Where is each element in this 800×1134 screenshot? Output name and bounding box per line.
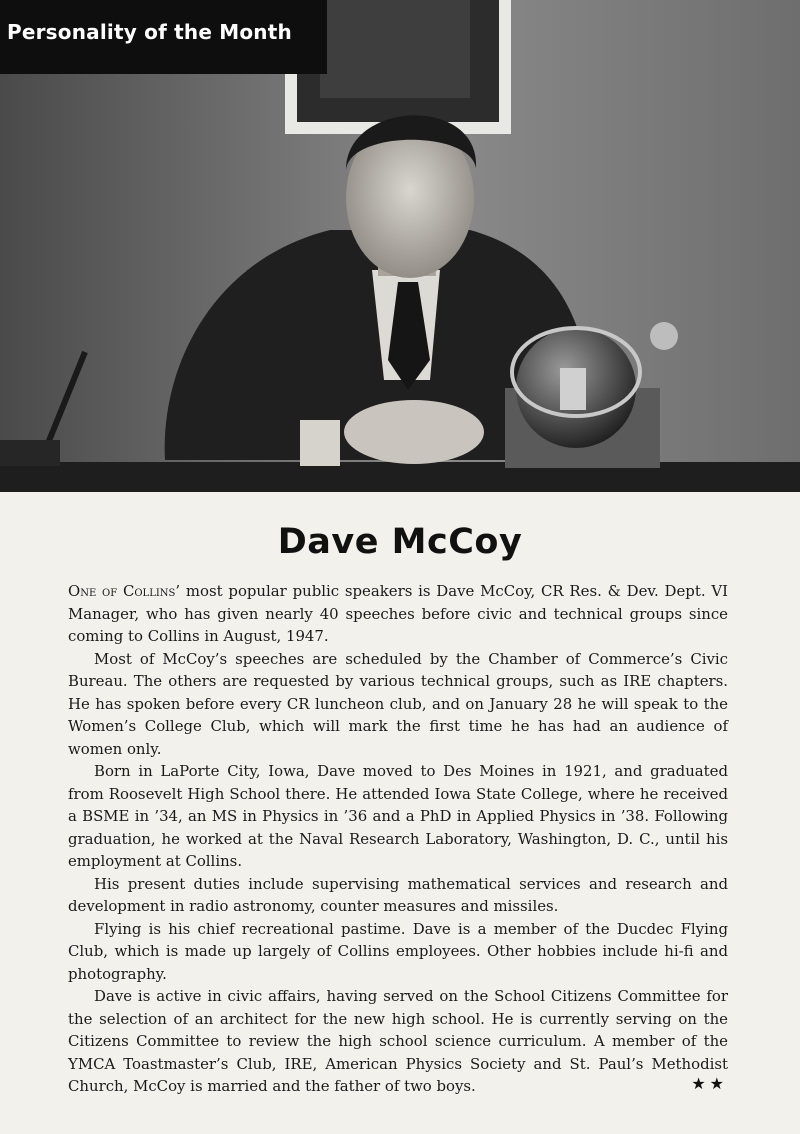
section-banner [0,0,327,74]
paragraph-5: Flying is his chief recreational pastime. Dave is a member of the Ducdec Flying Club, which is made up largely of Collins employees. Other hobbies include hi-fi and photography. [68,919,728,983]
end-mark: ★★ [691,1074,728,1093]
paragraph-1-text: most popular public speakers is Dave McCoy, CR Res. & Dev. Dept. VI Manager, who has given nearly 40 speeches before civic and technical groups since coming to Collins in August, 1947. [68,582,728,645]
banner-title: Personality of the Month [7,20,292,44]
article-body [68,580,728,1098]
paragraph-4: His present duties include supervising mathematical services and research and development in radio astronomy, counter measures and missiles. [68,874,728,915]
paragraph-6: Dave is active in civic affairs, having served on the School Citizens Committee for the selection of an architect for the new high school. He is currently serving on the Citizens Committee to review the high school science curriculum. A member of the YMCA Toastmaster’s Club, IRE, American Physics Society and St. Paul’s Methodist Church, McCoy is married and the father of two boys. [68,987,728,1095]
paragraph-2: Most of McCoy’s speeches are scheduled by the Chamber of Commerce’s Civic Bureau. The others are requested by various technical groups, such as IRE chapters. He has spoken before every CR luncheon club, and on January 28 he will speak to the Women’s College Club, which will mark the first time he has had an audience of women only. [68,649,728,758]
paragraph-1 [68,580,728,648]
paragraph-lead: One of Collins’ [68,582,181,600]
person-name-heading: Dave McCoy [277,522,523,562]
paragraph-3: Born in LaPorte City, Iowa, Dave moved to Des Moines in 1921, and graduated from Roosevelt High School there. He attended Iowa State College, where he received a BSME in ’34, an MS in Physics in ’36 and a PhD in Applied Physics in ’38. Following graduation, he worked at the Naval Research Laboratory, Washington, D. C., until his employment at Collins. [68,762,728,870]
